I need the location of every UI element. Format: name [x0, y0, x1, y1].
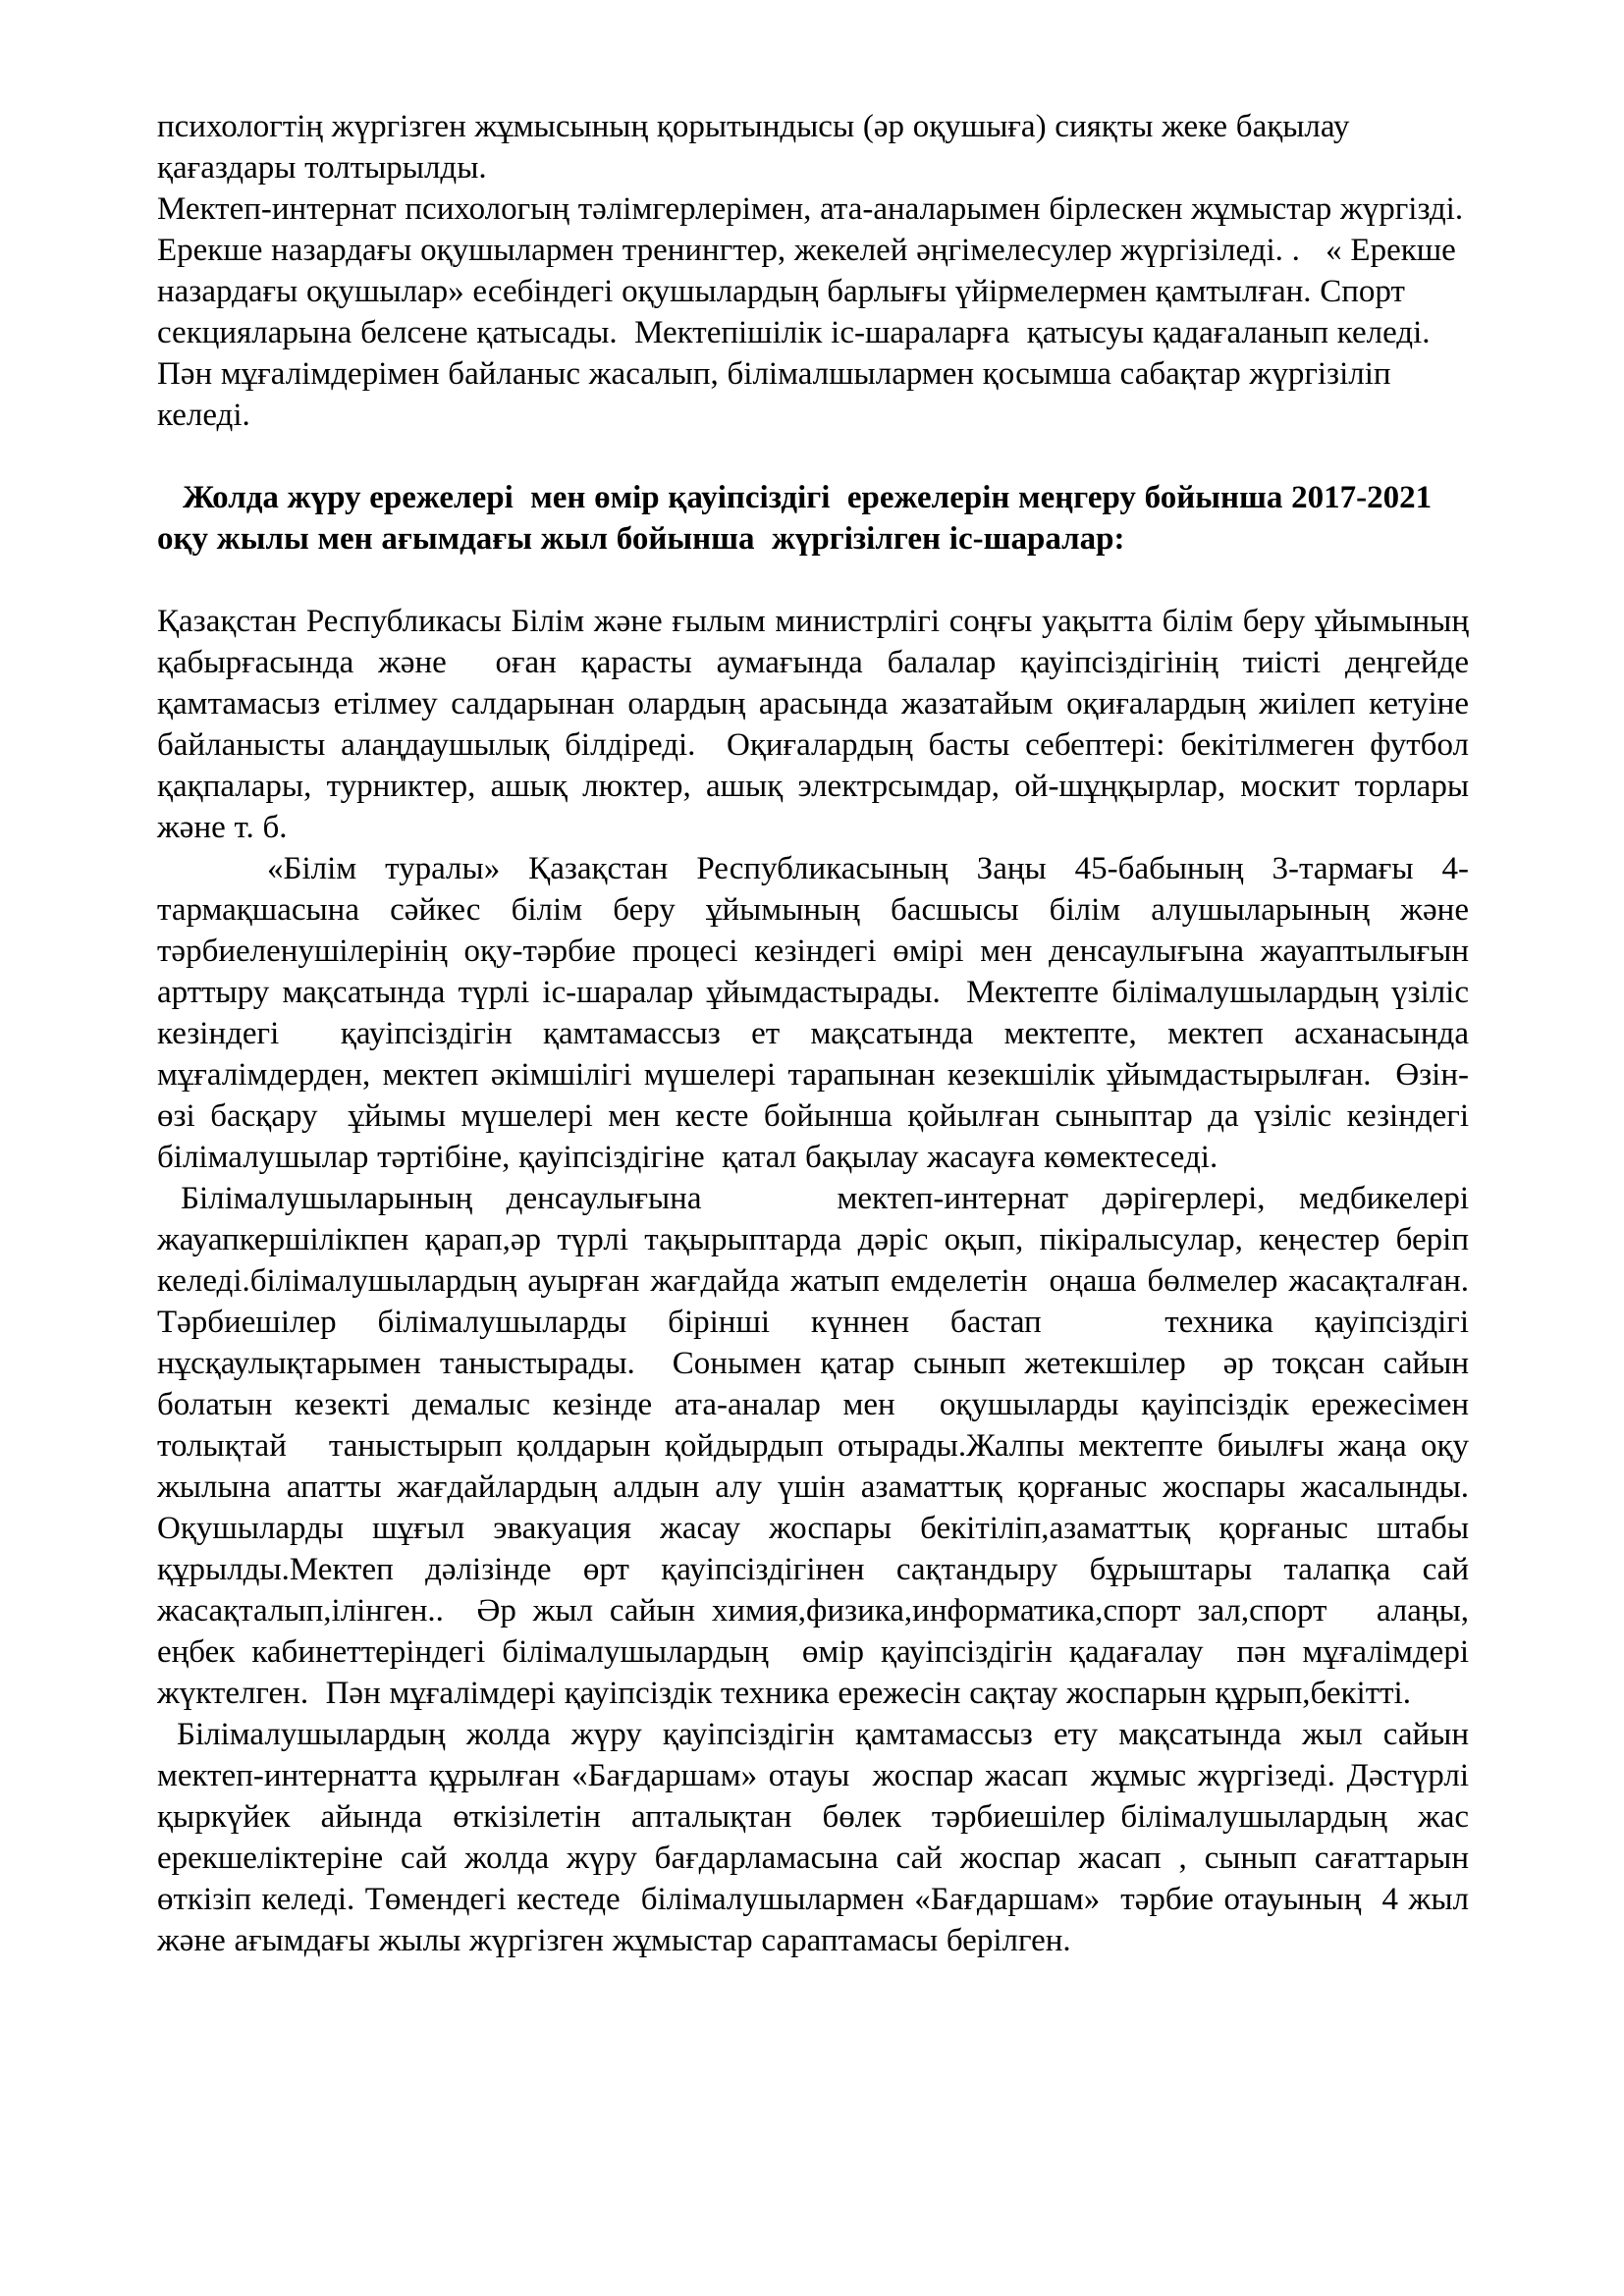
paragraph-ministry-concern: Қазақстан Республикасы Білім және ғылым министрлігі соңғы уақытта білім беру ұйымының қабырғасында және оған қарасты аумағында балалар қауіпсіздігінің тиісті деңгейде қамтамасыз етілмеу салдарынан олардың арасында жазатайым оқиғалардың жиілеп кетуіне байланысты алаңдаушылық білдіреді. Оқиғалардың басты себептері: бекітілмеген футбол қақпалары, турниктер, ашық люктер, ашық электрсымдар, ой-шұңқырлар, москит торлары және т. б. — [157, 604, 1478, 845]
paragraph-road-safety-bagdarsham: Білімалушылардың жолда жүру қауіпсіздігін қамтамассыз ету мақсатында жыл сайын мектеп-интернатта құрылған «Бағдаршам» отауы жоспар жасап жұмыс жүргізеді. Дәстүрлі қыркүйек айында өткізілетін апталықтан бөлек тәрбиешілер білімалушылардың жас ерекшеліктеріне сай жолда жүру бағдарламасына сай жоспар жасап , сынып сағаттарын өткізіп келеді. Төмендегі кестеде білімалушылармен «Бағдаршам» тәрбие отауының 4 жыл және ағымдағы жылы жүргізген жұмыстар сараптамасы берілген. — [157, 1717, 1487, 1958]
paragraph-boarding-school-psychologist: Мектеп-интернат психологың тәлімгерлерімен, ата-аналарымен бірлескен жұмыстар жүргізді. Ерекше назардағы оқушылармен тренингтер, жекелей әңгімелесулер жүргізіледі. . « Ерекше назардағы оқушылар» есебіндегі оқушылардың барлығы үйірмелермен қамтылған. Спорт секцияларына белсене қатысады. Мектепішілік іс-шараларға қатысуы қадағаланып келеді. Пән мұғалімдерімен байланыс жасалып, білімалшылармен қосымша сабақтар жүргізіліп келеді. — [157, 191, 1472, 433]
paragraph-student-health-safety: Білімалушыларының денсаулығына мектеп-интернат дәрігерлері, медбикелері жауапкершілікпен қарап,әр түрлі тақырыптарда дәріс оқып, пікіралысулар, кеңестер беріп келеді.білімалушылардың ауырған жағдайда жатып емделетін оңаша бөлмелер жасақталған. Тәрбиешілер білімалушыларды бірінші күннен бастап техника қауіпсіздігі нұсқаулықтарымен таныстырады. Сонымен қатар сынып жетекшілер әр тоқсан сайын болатын кезекті демалыс кезінде ата-аналар мен оқушыларды қауіпсіздік ережесімен толықтай таныстырып қолдарын қойдырдып отырады.Жалпы мектепте биылғы жаңа оқу жылына апатты жағдайлардың алдын алу үшін азаматтық қорғаныс жоспары жасалынды. Оқушыларды шұғыл эвакуация жасау жоспары бекітіліп,азаматтық қорғаныс штабы құрылды.Мектеп дәлізінде өрт қауіпсіздігінен сақтандыру бұрыштары талапқа сай жасақталып,ілінген.. Әр жыл сайын химия,физика,информатика,спорт зал,спорт алаңы, еңбек кабинеттеріндегі білімалушылардың өмір қауіпсіздігін қадағалау пән мұғалімдері жүктелген. Пән мұғалімдері қауіпсіздік техника ережесін сақтау жоспарын құрып,бекітті. — [157, 1181, 1503, 1711]
paragraph-psychologist-summary: психологтің жүргізген жұмысының қорытындысы (әр оқушыға) сияқты жеке бақылау қағаздары толтырылды. — [157, 109, 1359, 186]
section-heading-road-safety: Жолда жүру ережелері мен өмір қауіпсіздігі ережелерін меңгеру бойынша 2017-2021 оқу жылы мен ағымдағы жыл бойынша жүргізілген іс-шаралар: — [157, 480, 1440, 557]
paragraph-education-law: «Білім туралы» Қазақстан Республикасының Заңы 45-бабының 3-тармағы 4-тармақшасына сәйкес білім беру ұйымының басшысы білім алушыларының және тәрбиеленушілерінің оқу-тәрбие процесі кезіндегі өмірі мен денсаулығына жауаптылығын арттыру мақсатында түрлі іс-шаралар ұйымдастырады. Мектепте білімалушылардың үзіліс кезіндегі қауіпсіздігін қамтамассыз ет мақсатында мектепте, мектеп асханасында мұғалімдерден, мектеп әкімшілігі мүшелері тарапынан кезекшілік ұйымдастырылған. Өзін-өзі басқару ұйымы мүшелері мен кесте бойынша қойылған сыныптар да үзіліс кезіндегі білімалушылар тәртібіне, қауіпсіздігіне қатал бақылау жасауға көмектеседі. — [157, 851, 1478, 1175]
